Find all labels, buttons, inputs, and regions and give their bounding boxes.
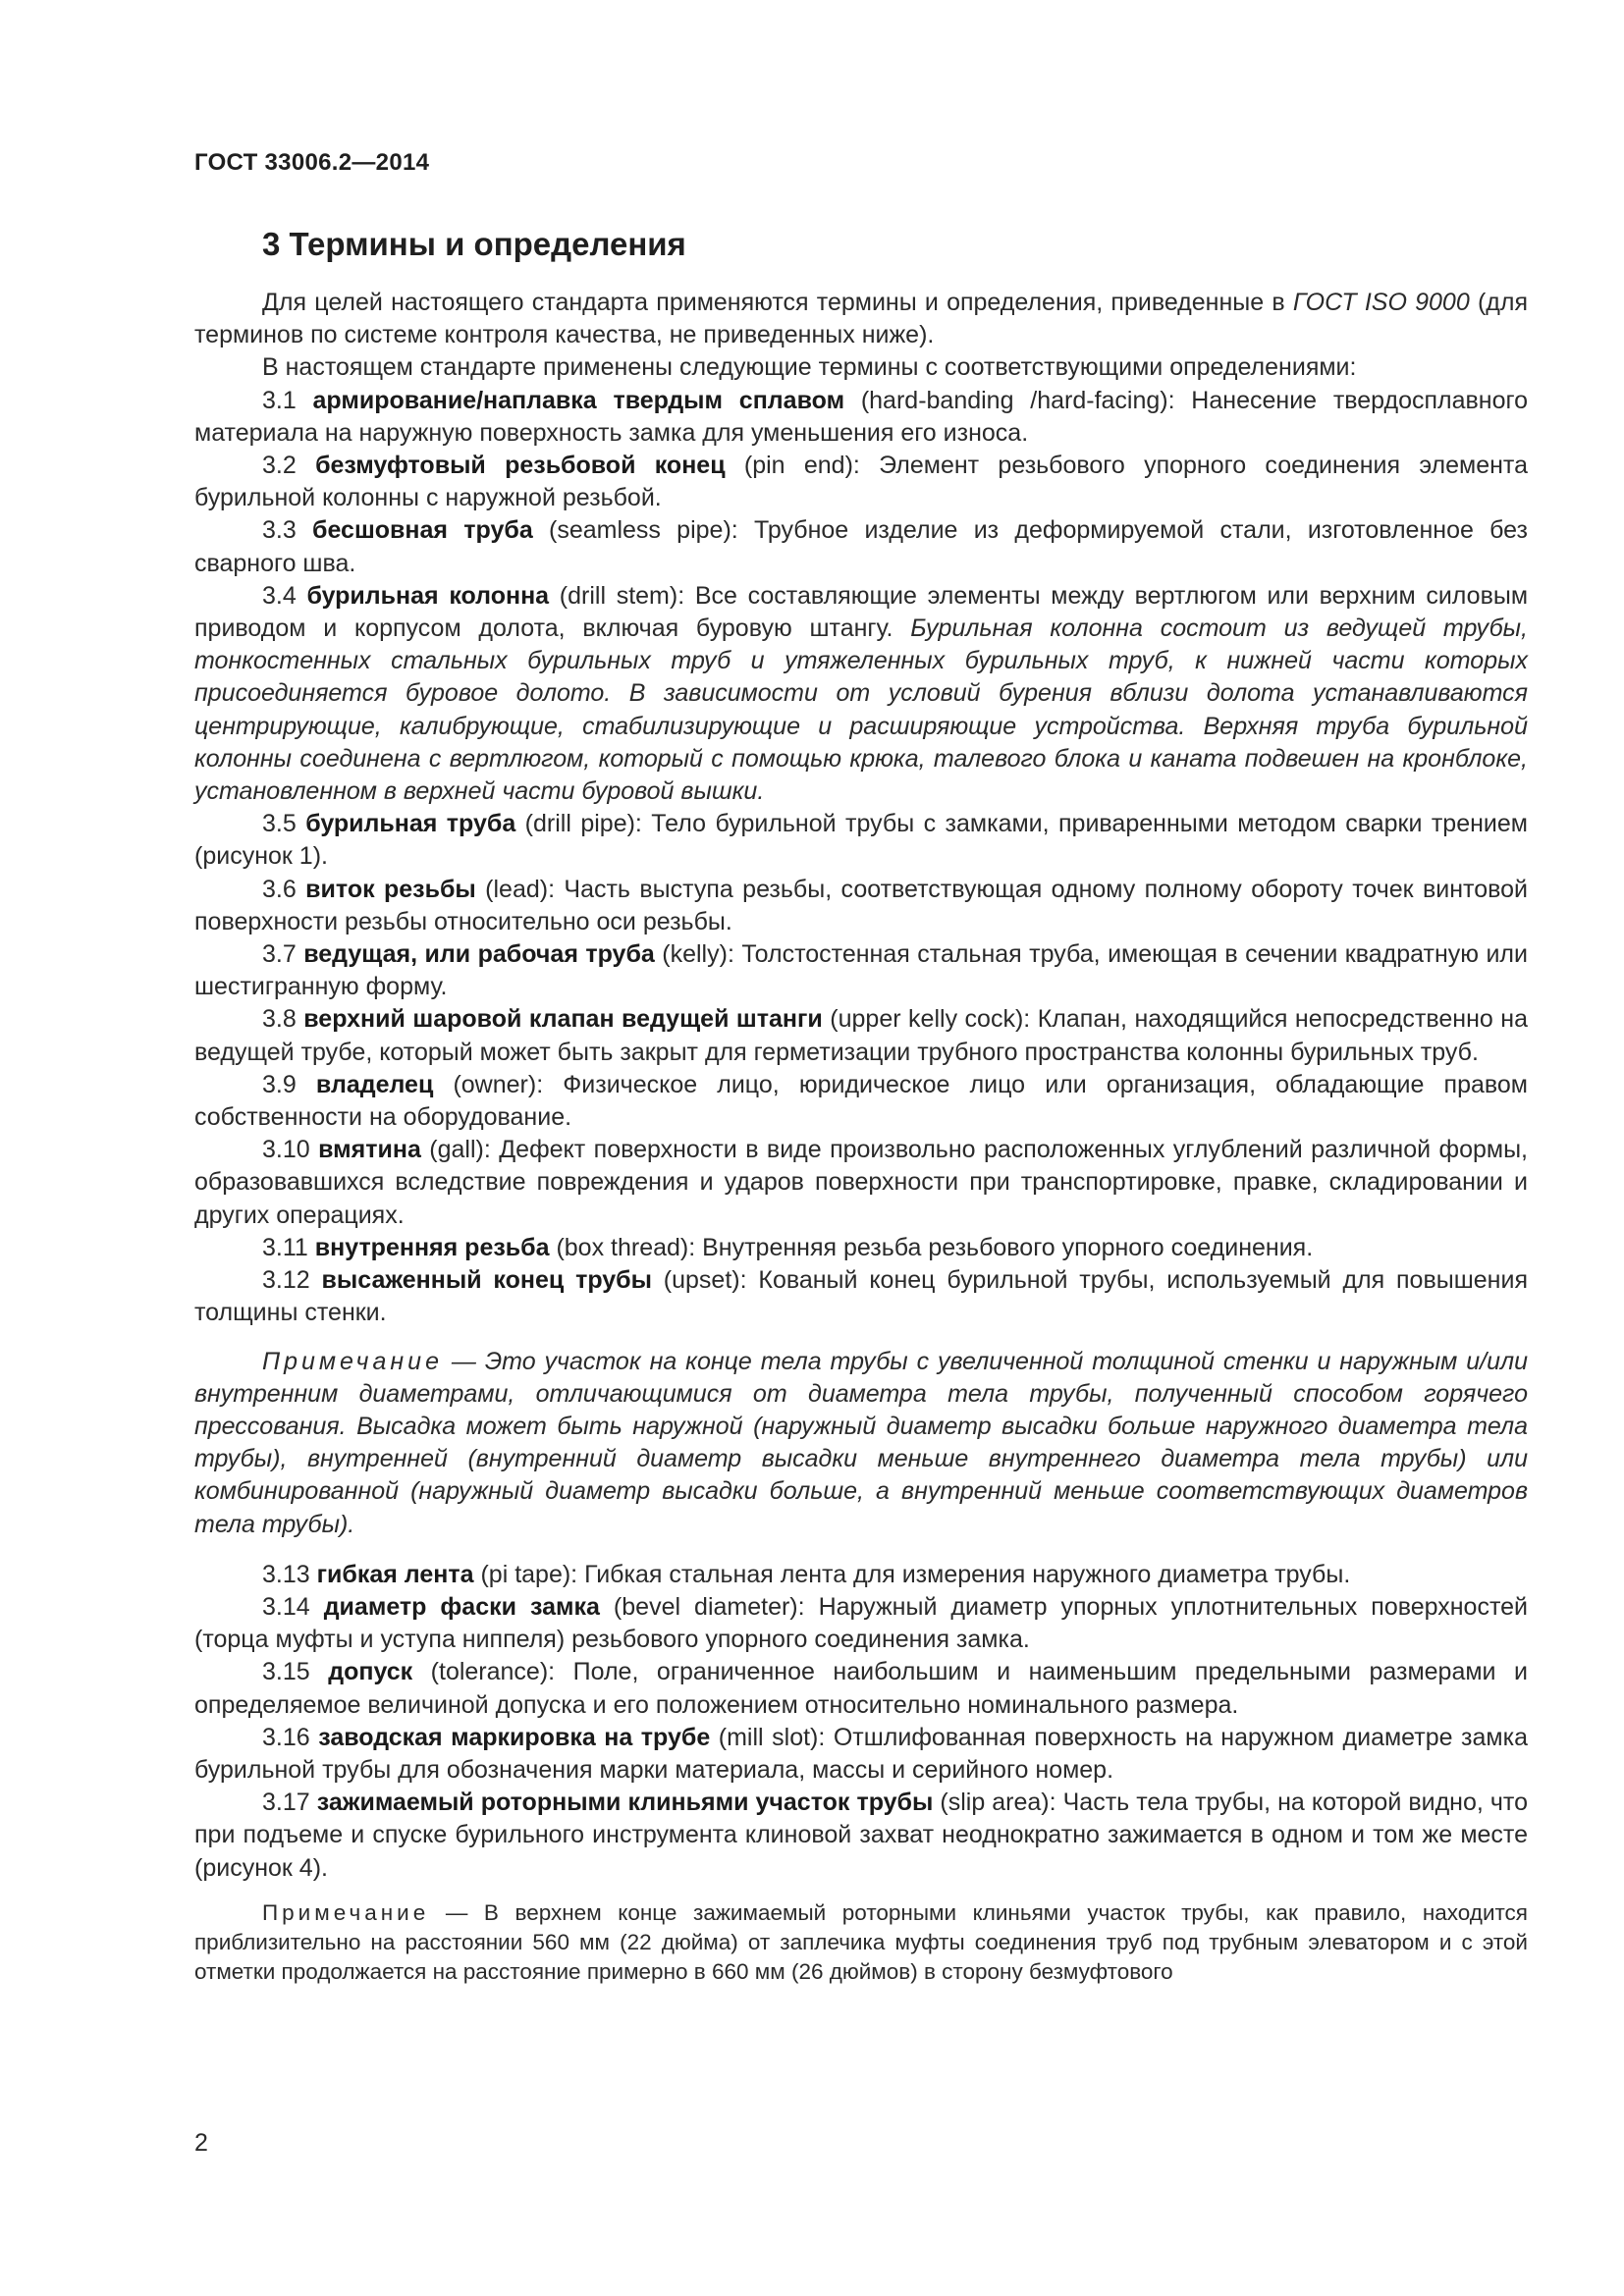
term-3-7: 3.7 ведущая, или рабочая труба (kelly): Толстостенная стальная труба, имеющая в сечении квадратную или шестигранную форму. (194, 940, 1528, 1001)
term-3-2: 3.2 безмуфтовый резьбовой конец (pin end): Элемент резьбового упорного соединения элемента бурильной колонны с наружной резьбой. (194, 452, 1528, 512)
term-3-15: 3.15 допуск (tolerance): Поле, ограниченное наибольшим и наименьшим предельными размерами и определяемое величиной допуска и его положением относительно номинального размера. (194, 1658, 1528, 1719)
term-3-17: 3.17 зажимаемый роторными клиньями участок трубы (slip area): Часть тела трубы, на которой видно, что при подъеме и спуске бурильного инструмента клиновой захват неоднократно зажимается в одном и том же месте (рисунок 4). (194, 1789, 1528, 1882)
page-number: 2 (194, 2129, 208, 2157)
standard-header: ГОСТ 33006.2—2014 (194, 149, 430, 176)
note-upset: Примечание — Это участок на конце тела трубы с увеличенной толщиной стенки и наружным и/или внутренним диаметрами, отличающимися от диаметра тела трубы, полученный способом горячего прессования. Высадка может быть наружной (наружный диаметр высадки больше наружного диаметра тела трубы), внутренней (внутренний диаметр высадки меньше внутреннего диаметра тела трубы) или комбинированной (наружный диаметр высадки больше, а внутренний меньше соответствующих диаметров тела трубы). (194, 1347, 1528, 1538)
term-3-11: 3.11 внутренняя резьба (box thread): Внутренняя резьба резьбового упорного соединения. (262, 1233, 1314, 1261)
term-3-5: 3.5 бурильная труба (drill pipe): Тело бурильной трубы с замками, приваренными методом сварки трением (рисунок 1). (194, 810, 1528, 871)
term-3-8: 3.8 верхний шаровой клапан ведущей штанги (upper kelly cock): Клапан, находящийся непосредственно на ведущей трубе, который может быть закрыт для герметизации трубного пространства колонны бурильных труб. (194, 1005, 1528, 1066)
term-3-3: 3.3 бесшовная труба (seamless pipe): Трубное изделие из деформируемой стали, изготовленное без сварного шва. (194, 516, 1528, 577)
note-label: Примечание (262, 1899, 430, 1925)
intro-paragraph-1: Для целей настоящего стандарта применяются термины и определения, приведенные в ГОСТ ISO 9000 (для терминов по системе контроля качества, не приведенных ниже). (194, 289, 1528, 349)
term-3-1: 3.1 армирование/наплавка твердым сплавом (hard-banding /hard-facing): Нанесение твердосплавного материала на наружную поверхность замка для уменьшения его износа. (194, 386, 1528, 447)
note-slip-area: Примечание — В верхнем конце зажимаемый роторными клиньями участок трубы, как правило, находится приблизительно на расстоянии 560 мм (22 дюйма) от заплечика муфты соединения труб под трубным элеватором и с этой отметки продолжается на расстояние примерно в 660 мм (26 дюймов) в сторону безмуфтового (194, 1899, 1528, 1984)
section-title: 3 Термины и определения (262, 226, 686, 262)
term-3-10: 3.10 вмятина (gall): Дефект поверхности в виде произвольно расположенных углублений различной формы, образовавшихся вследствие повреждения и ударов поверхности при транспортировке, правке, складировании и других операциях. (194, 1136, 1528, 1229)
term-3-14: 3.14 диаметр фаски замка (bevel diameter): Наружный диаметр упорных уплотнительных поверхностей (торца муфты и уступа ниппеля) резьбового упорного соединения замка. (194, 1592, 1528, 1654)
term-3-12: 3.12 высаженный конец трубы (upset): Кованый конец бурильной трубы, используемый для повышения толщины стенки. (194, 1266, 1528, 1327)
term-3-13: 3.13 гибкая лента (pi tape): Гибкая стальная лента для измерения наружного диаметра трубы. (262, 1560, 1351, 1588)
document-body (194, 287, 1528, 1987)
term-3-4: 3.4 бурильная колонна (drill stem): Все составляющие элементы между вертлюгом или верхним силовым приводом и корпусом долота, включая буровую штангу. Бурильная колонна состоит из ведущей трубы, тонкостенных стальных бурильных труб и утяжеленных бурильных труб, к нижней части которых присоединяется буровое долото. В зависимости от условий бурения вблизи долота устанавливаются центрирующие, калибрующие, стабилизирующие и расширяющие устройства. Верхняя труба бурильной колонны соединена с вертлюгом, который с помощью крюка, талевого блока и каната подвешен на кронблоке, установленном в верхней части буровой вышки. (194, 581, 1529, 806)
term-3-9: 3.9 владелец (owner): Физическое лицо, юридическое лицо или организация, обладающие правом собственности на оборудование. (194, 1070, 1528, 1132)
intro-paragraph-2: В настоящем стандарте применены следующие термины с соответствующими определениями: (262, 353, 1357, 382)
term-3-6: 3.6 виток резьбы (lead): Часть выступа резьбы, соответствующая одному полному обороту точек винтовой поверхности резьбы относительно оси резьбы. (194, 875, 1528, 935)
standard-reference: ГОСТ ISO 9000 (1292, 289, 1470, 316)
note-label: Примечание (262, 1347, 443, 1375)
term-3-16: 3.16 заводская маркировка на трубе (mill slot): Отшлифованная поверхность на наружном диаметре замка бурильной трубы для обозначения марки материала, массы и серийного номер. (194, 1723, 1528, 1784)
